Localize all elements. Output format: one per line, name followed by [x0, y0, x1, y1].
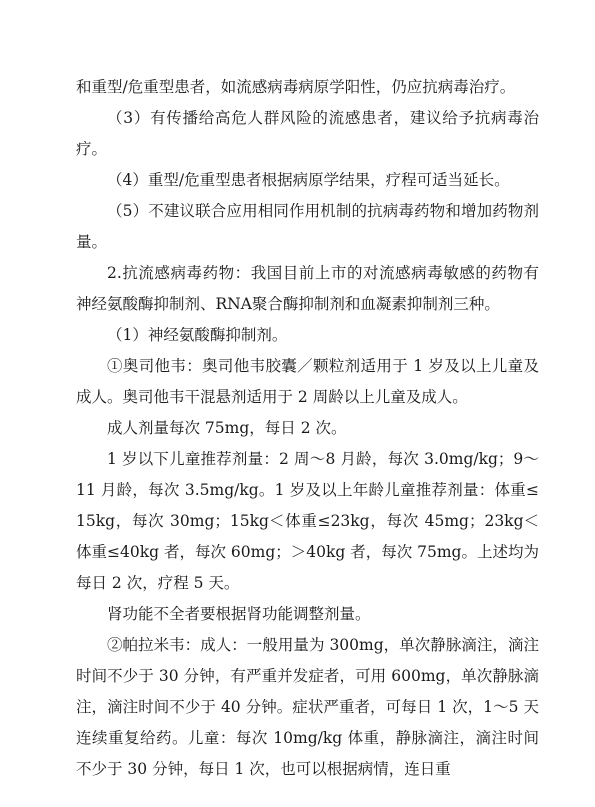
paragraph-antiviral-drugs: 2.抗流感病毒药物：我国目前上市的对流感病毒敏感的药物有神经氨酸酶抑制剂、RNA聚合酶抑制剂和血凝素抑制剂三种。 [76, 264, 539, 313]
paragraph-neuraminidase-heading: （1）神经氨酸酶抑制剂。 [107, 326, 288, 344]
paragraph-continuation: 和重型/危重型患者，如流感病毒病原学阳性，仍应抗病毒治疗。 [76, 78, 516, 96]
paragraph-item-3: （3）有传播给高危人群风险的流感患者，建议给予抗病毒治疗。 [76, 109, 539, 158]
paragraph-item-5: （5）不建议联合应用相同作用机制的抗病毒药物和增加药物剂量。 [76, 202, 539, 251]
paragraph-renal-adjustment: 肾功能不全者要根据肾功能调整剂量。 [107, 605, 371, 623]
paragraph-oseltamivir: ①奥司他韦：奥司他韦胶囊／颗粒剂适用于 1 岁及以上儿童及成人。奥司他韦干混悬剂适用于 2 周龄以上儿童及成人。 [76, 357, 539, 406]
paragraph-item-4: （4）重型/危重型患者根据病原学结果，疗程可适当延长。 [107, 171, 510, 189]
paragraph-peramivir: ②帕拉米韦：成人：一般用量为 300mg，单次静脉滴注，滴注时间不少于 30 分钟，有严重并发症者，可用 600mg，单次静脉滴注，滴注时间不少于 40 分钟。症状严重者，可每日 1 次，1～5 天连续重复给药。儿童：每次 10mg/kg 体重，静脉滴注，滴注时间不少于 30 分钟，每日 1 次，也可以根据病情，连日重 [76, 636, 539, 778]
paragraph-adult-dose: 成人剂量每次 75mg，每日 2 次。 [107, 419, 347, 437]
paragraph-child-dose: 1 岁以下儿童推荐剂量：2 周～8 月龄，每次 3.0mg/kg；9～11 月龄，每次 3.5mg/kg。1 岁及以上年龄儿童推荐剂量：体重≤15kg，每次 30mg；15kg＜体重≤23kg，每次 45mg；23kg＜体重≤40kg 者，每次 60mg；＞40kg 者，每次 75mg。上述均为每日 2 次，疗程 5 天。 [76, 450, 539, 592]
